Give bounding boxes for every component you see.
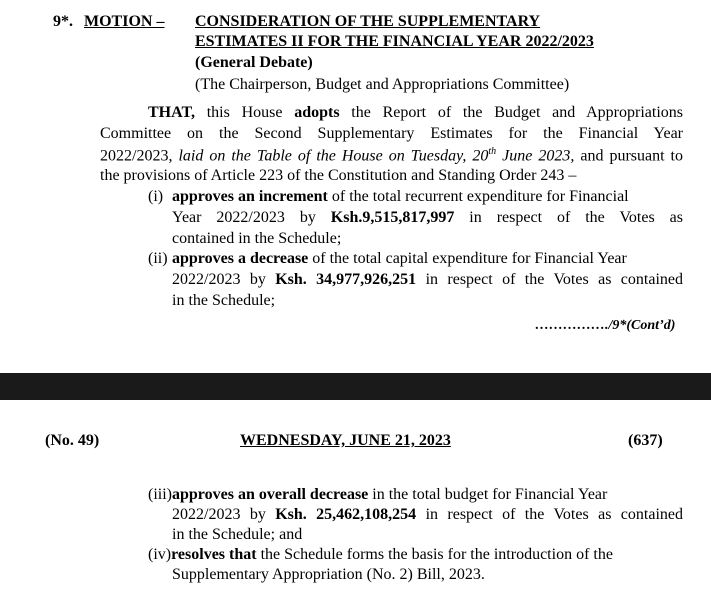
that-line-4: the provisions of Article 223 of the Constitution and Standing Order 243 – — [100, 167, 577, 184]
mover: (The Chairperson, Budget and Appropriations Committee) — [195, 76, 570, 93]
item-number: 9*. — [53, 13, 73, 30]
item-iv-line1: (iv)resolves that the Schedule forms the basis for the introduction of the — [148, 546, 613, 563]
item-i-line3: contained in the Schedule; — [172, 230, 342, 247]
page-header-date: WEDNESDAY, JUNE 21, 2023 — [240, 432, 451, 449]
amount-increment: Ksh.9,515,817,997 — [330, 209, 455, 226]
motion-title-line1: CONSIDERATION OF THE SUPPLEMENTARY — [195, 13, 541, 30]
item-iii-line2: 2022/2023 by Ksh. 25,462,108,254 in respect of the Votes as contained — [172, 506, 684, 523]
that-word: THAT, — [148, 104, 195, 121]
adopts-word: adopts — [294, 104, 340, 121]
item-i-numeral: (i) — [148, 188, 164, 205]
motion-title-line2: ESTIMATES II FOR THE FINANCIAL YEAR 2022/2023 — [195, 33, 594, 50]
item-iii-numeral: (iii) — [148, 486, 172, 503]
item-iii-line1: (iii)approves an overall decrease in the total budget for Financial Year — [148, 486, 608, 503]
item-ii-line2: 2022/2023 by Ksh. 34,977,926,251 in respect of the Votes as contained — [172, 271, 684, 288]
debate-type: (General Debate) — [195, 54, 313, 71]
item-iv-line2: Supplementary Appropriation (No. 2) Bill, 2023. — [172, 566, 485, 583]
page-header-page: (637) — [628, 432, 663, 449]
item-ii-line3: in the Schedule; — [172, 292, 276, 309]
amount-decrease: Ksh. 34,977,926,251 — [275, 271, 417, 288]
item-ii-numeral: (ii) — [148, 250, 168, 267]
item-ii-line1: approves a decrease of the total capital expenditure for Financial Year — [172, 250, 627, 267]
item-i-line1: approves an increment of the total recurrent expenditure for Financial — [172, 188, 629, 205]
amount-overall-decrease: Ksh. 25,462,108,254 — [275, 506, 417, 523]
continuation-marker: ……………./9*(Cont’d) — [535, 318, 676, 333]
item-iii-line3: in the Schedule; and — [172, 526, 303, 543]
that-line-3: 2022/2023, laid on the Table of the House on Tuesday, 20th June 2023, and pursuant to — [100, 146, 684, 165]
that-line-1: THAT, this House adopts the Report of the Budget and Appropriations — [148, 104, 684, 121]
item-iv-numeral: (iv) — [148, 546, 172, 563]
item-i-line2: Year 2022/2023 by Ksh.9,515,817,997 in respect of the Votes as — [172, 209, 683, 226]
that-line-2: Committee on the Second Supplementary Estimates for the Financial Year — [100, 125, 683, 142]
motion-label: MOTION – — [84, 13, 165, 30]
page-break-divider — [0, 373, 711, 400]
page-header-number: (No. 49) — [45, 432, 100, 449]
